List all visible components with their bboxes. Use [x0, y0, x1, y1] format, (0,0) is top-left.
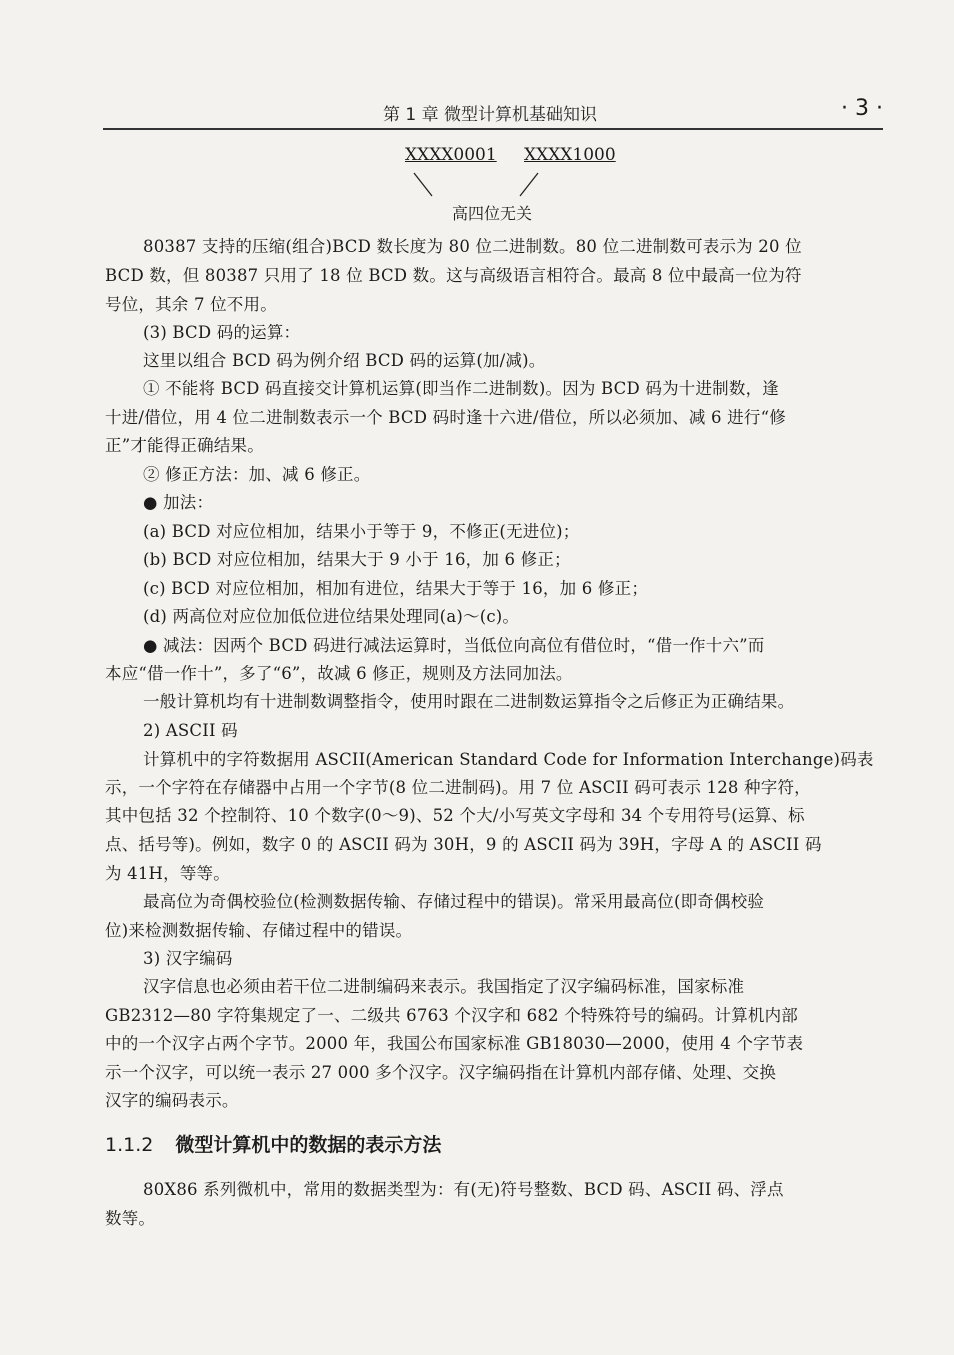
pointer-line-left [414, 173, 432, 196]
para-line: ② 修正方法：加、减 6 修正。 [143, 465, 371, 484]
para-line: 中的一个汉字占两个字节。2000 年，我国公布国家标准 GB18030—2000，使用 4 个字节表 [105, 1034, 804, 1053]
para-line: 位)来检测数据传输、存储过程中的错误。 [105, 921, 413, 940]
para-line: 这里以组合 BCD 码为例介绍 BCD 码的运算(加/减)。 [143, 351, 546, 370]
para-line: 其中包括 32 个控制符、10 个数字(0～9)、52 个大/小写英文字母和 34 个专用符号(运算、标 [105, 806, 805, 825]
pointer-line-right [520, 173, 538, 196]
para-line: 80387 支持的压缩(组合)BCD 数长度为 80 位二进制数。80 位二进制数可表示为 20 位 [143, 237, 802, 256]
para-line: 80X86 系列微机中，常用的数据类型为：有(无)符号整数、BCD 码、ASCII 码、浮点 [143, 1180, 784, 1199]
para-line: ① 不能将 BCD 码直接交计算机运算(即当作二进制数)。因为 BCD 码为十进制数，逢 [143, 379, 779, 398]
para-line: 示，一个字符在存储器中占用一个字节(8 位二进制码)。用 7 位 ASCII 码可表示 128 种字符， [105, 778, 811, 797]
para-line: (d) 两高位对应位加低位进位结果处理同(a)～(c)。 [143, 607, 520, 626]
para-line: 汉字的编码表示。 [105, 1091, 239, 1110]
para-line: ● 加法： [143, 493, 214, 512]
para-line: 3) 汉字编码 [143, 949, 233, 968]
para-line: 最高位为奇偶校验位(检测数据传输、存储过程中的错误)。常采用最高位(即奇偶校验 [143, 892, 765, 911]
section-heading [105, 1130, 441, 1157]
para-line: (3) BCD 码的运算： [143, 323, 301, 342]
page-number: · 3 · [841, 96, 883, 121]
para-line: 十进/借位，用 4 位二进制数表示一个 BCD 码时逢十六进/借位，所以必须加、减 6 进行“修 [105, 408, 786, 427]
para-line: 号位，其余 7 位不用。 [105, 295, 277, 314]
para-line: BCD 数，但 80387 只用了 18 位 BCD 数。这与高级语言相符合。最高 8 位中最高一位为符 [105, 266, 802, 285]
para-line: (b) BCD 对应位相加，结果大于 9 小于 16，加 6 修正； [143, 550, 571, 569]
para-line: 点、括号等)。例如，数字 0 的 ASCII 码为 30H，9 的 ASCII 码为 39H，字母 A 的 ASCII 码 [105, 835, 822, 854]
section-title: 微型计算机中的数据的表示方法 [175, 1134, 442, 1156]
para-line: (a) BCD 对应位相加，结果小于等于 9，不修正(无进位)； [143, 522, 580, 541]
section-number: 1.1.2 [105, 1134, 154, 1156]
para-line: 本应“借一作十”，多了“6”，故减 6 修正，规则及方法同加法。 [105, 664, 573, 683]
para-line: ● 减法：因两个 BCD 码进行减法运算时，当低位向高位有借位时，“借一作十六”而 [143, 636, 765, 655]
para-line: 示一个汉字，可以统一表示 27 000 多个汉字。汉字编码指在计算机内部存储、处理、交换 [105, 1063, 777, 1082]
para-line: 2) ASCII 码 [143, 721, 238, 740]
bcd-code-right: XXXX1000 [524, 145, 616, 165]
para-line: 汉字信息也必须由若干位二进制编码来表示。我国指定了汉字编码标准，国家标准 [143, 977, 745, 996]
high-bits-note: 高四位无关 [452, 204, 533, 223]
para-line: 一般计算机均有十进制数调整指令，使用时跟在二进制数运算指令之后修正为正确结果。 [143, 692, 795, 711]
para-line: 数等。 [105, 1209, 156, 1228]
para-line: 正”才能得正确结果。 [105, 436, 264, 455]
para-line: GB2312—80 字符集规定了一、二级共 6763 个汉字和 682 个特殊符号的编码。计算机内部 [105, 1006, 799, 1025]
bcd-code-left: XXXX0001 [405, 145, 497, 165]
chapter-title: 第 1 章 微型计算机基础知识 [383, 105, 598, 125]
para-line: 为 41H，等等。 [105, 864, 230, 883]
para-line: 计算机中的字符数据用 ASCII(American Standard Code for Information Interchange)码表 [143, 750, 874, 769]
para-line: (c) BCD 对应位相加，相加有进位，结果大于等于 16，加 6 修正； [143, 579, 649, 598]
